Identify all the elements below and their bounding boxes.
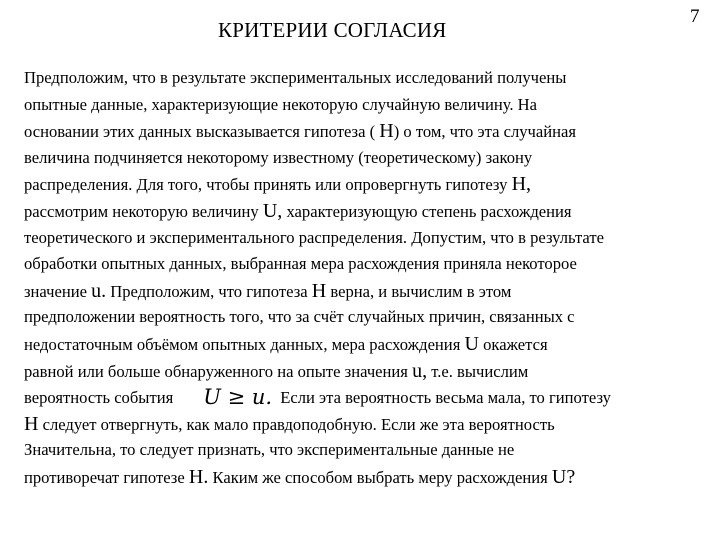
text-line (24, 225, 714, 252)
measure-symbol: U (464, 332, 479, 355)
text-run: недостаточным объёмом опытных данных, мера расхождения (24, 334, 465, 354)
text-run: рассмотрим некоторую величину (24, 201, 263, 221)
event-formula: U ≥ u. (203, 385, 273, 410)
text-run: Каким же способом выбрать меру расхождения (208, 467, 552, 487)
text-line (24, 251, 714, 278)
text-run: Предположим, что в результате экспериментальных исследований получены (24, 68, 567, 87)
text-line (24, 464, 714, 491)
text-run: характеризующую степень расхождения (282, 201, 572, 221)
value-symbol: u, (412, 359, 428, 382)
text-line (24, 278, 714, 305)
text-run: следует отвергнуть, как мало правдоподобную. Если же эта вероятность (38, 414, 555, 434)
hypothesis-symbol: Н (24, 412, 39, 435)
text-run: верна, и вычислим в этом (326, 281, 512, 301)
measure-symbol: U? (551, 465, 576, 488)
text-line (24, 171, 714, 198)
text-line (24, 437, 714, 464)
value-symbol: u. (91, 279, 107, 302)
text-run: основании этих данных высказывается гипотеза ( (24, 122, 380, 142)
text-run: ) о том, что эта случайная (393, 122, 576, 142)
text-run: обработки опытных данных, выбранная мера расхождения приняла некоторое (24, 254, 577, 274)
text-run: окажется (478, 334, 548, 354)
text-run: вероятность события (24, 388, 174, 408)
hypothesis-symbol: Н, (511, 173, 532, 196)
text-line (24, 92, 714, 119)
text-line (24, 304, 714, 331)
text-line (24, 198, 714, 225)
slide-title: КРИТЕРИИ СОГЛАСИЯ (218, 18, 447, 42)
text-line (24, 384, 714, 411)
text-run: величина подчиняется некоторому известному (теоретическому) закону (24, 147, 533, 167)
hypothesis-symbol: Н. (188, 465, 209, 488)
page-number: 7 (690, 6, 700, 27)
text-run: равной или больше обнаруженного на опыте значения (24, 361, 413, 381)
text-line (24, 145, 714, 172)
text-run: Если эта вероятность весьма мала, то гипотезу (276, 388, 611, 408)
text-run: предположении вероятность того, что за счёт случайных причин, связанных с (24, 307, 575, 327)
text-run: т.е. вычислим (427, 361, 529, 381)
hypothesis-symbol: Н (379, 120, 394, 143)
text-line (24, 118, 714, 145)
text-run: опытные данные, характеризующие некоторую случайную величину. На (24, 94, 538, 114)
text-run: противоречат гипотезе (24, 467, 189, 487)
text-line (24, 358, 714, 385)
text-line (24, 65, 714, 92)
text-line (24, 331, 714, 358)
hypothesis-symbol: Н (311, 279, 327, 302)
text-run: Предположим, что гипотеза (106, 281, 312, 301)
text-run: теоретического и экспериментального распределения. Допустим, что в результате (24, 227, 604, 247)
measure-symbol: U, (262, 199, 283, 222)
body-text (24, 65, 714, 491)
text-run: распределения. Для того, чтобы принять или опровергнуть гипотезу (24, 175, 512, 195)
text-run: Значительна, то следует признать, что экспериментальные данные не (24, 440, 515, 460)
text-line (24, 411, 714, 438)
text-run: значение (24, 281, 92, 301)
